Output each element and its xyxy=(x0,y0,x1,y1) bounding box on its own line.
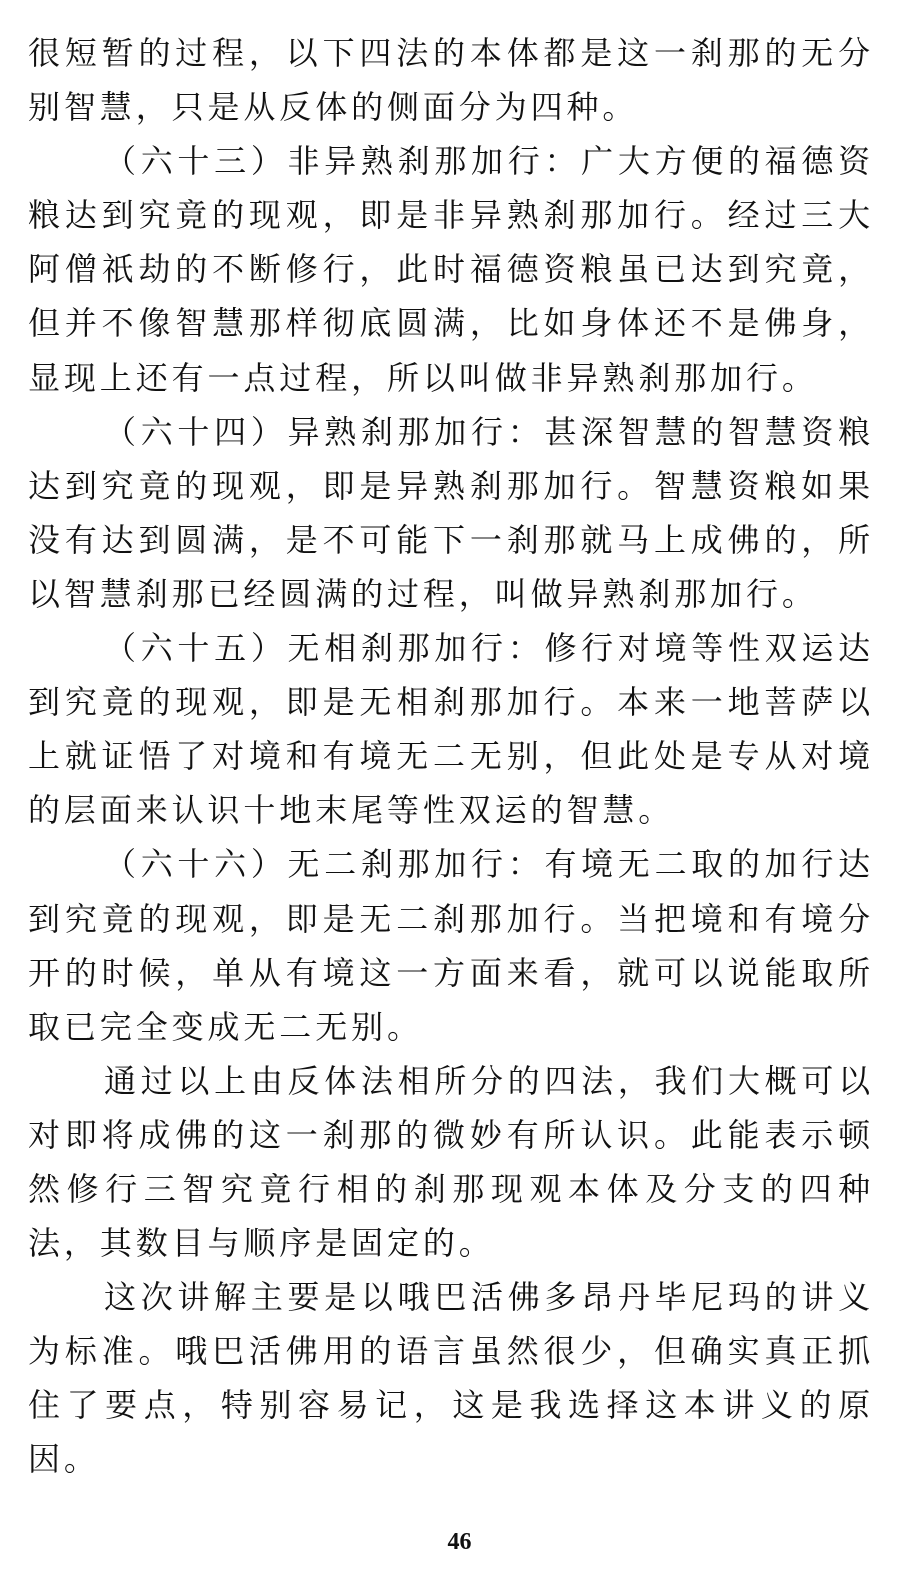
paragraph-item-63: （六十三）非异熟刹那加行：广大方便的福德资粮达到究竟的现观，即是非异熟刹那加行。经过三大阿僧祇劫的不断修行，此时福德资粮虽已达到究竟，但并不像智慧那样彻底圆满，比如身体还不是佛身，显现上还有一点过程，所以叫做非异熟刹那加行。 xyxy=(28,142,874,397)
paragraph-continuation: 很短暂的过程，以下四法的本体都是这一刹那的无分别智慧，只是从反体的侧面分为四种。 xyxy=(28,34,874,127)
page-number: 46 xyxy=(447,1529,472,1555)
paragraph-summary: 通过以上由反体法相所分的四法，我们大概可以对即将成佛的这一刹那的微妙有所认识。此能表示顿然修行三智究竟行相的刹那现观本体及分支的四种法，其数目与顺序是固定的。 xyxy=(28,1061,874,1263)
paragraph-closing: 这次讲解主要是以哦巴活佛多昂丹毕尼玛的讲义为标准。哦巴活佛用的语言虽然很少，但确实真正抓住了要点，特别容易记，这是我选择这本讲义的原因。 xyxy=(28,1278,874,1479)
page-body xyxy=(28,26,874,1487)
paragraph-item-66: （六十六）无二刹那加行：有境无二取的加行达到究竟的现观，即是无二刹那加行。当把境和有境分开的时候，单从有境这一方面来看，就可以说能取所取已完全变成无二无别。 xyxy=(28,845,874,1046)
paragraph-item-65: （六十五）无相刹那加行：修行对境等性双运达到究竟的现观，即是无相刹那加行。本来一地菩萨以上就证悟了对境和有境无二无别，但此处是专从对境的层面来认识十地末尾等性双运的智慧。 xyxy=(28,629,874,830)
paragraph-item-64: （六十四）异熟刹那加行：甚深智慧的智慧资粮达到究竟的现观，即是异熟刹那加行。智慧资粮如果没有达到圆满，是不可能下一刹那就马上成佛的，所以智慧刹那已经圆满的过程，叫做异熟刹那加行。 xyxy=(28,412,874,613)
